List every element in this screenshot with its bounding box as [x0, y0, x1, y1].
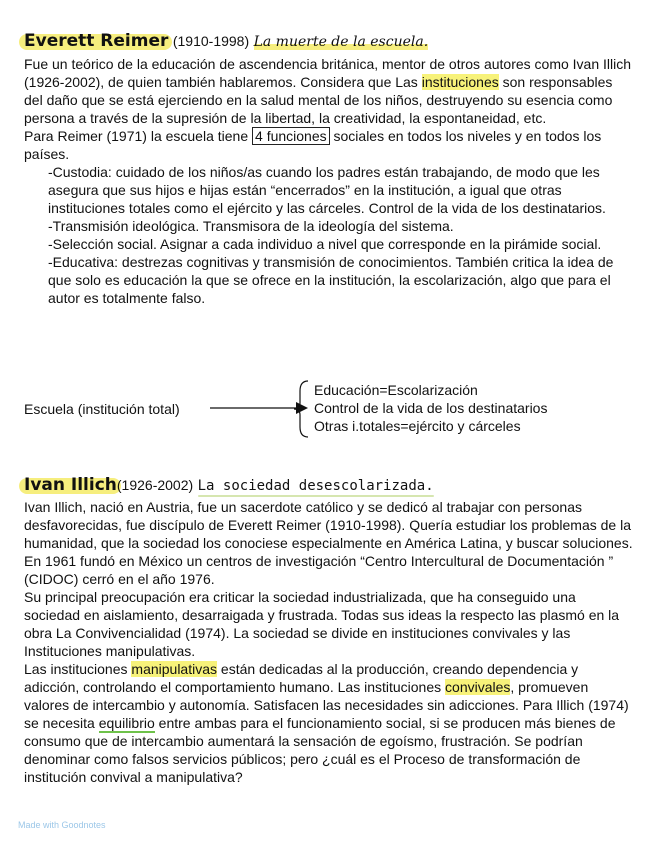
function-transmision: -Transmisión ideológica. Transmisora de la ideología del sistema.	[48, 218, 454, 234]
diagram-item: Control de la vida de los destinatarios	[314, 400, 548, 416]
brace-icon	[292, 379, 312, 439]
illich-paragraph-1: Ivan Illich, nació en Austria, fue un sacerdote católico y se dedicó al trabajar con personas desfavorecidas, fue discípulo de Everett Reimer (1910-1998). Quería estudiar los problemas de la humanidad, que la sociedad los conociese especialmente en América Latina, y buscar soluciones. En 1961 fundó en México un centros de investigación “Centro Intercultural de Documentación ” (CIDOC) cerró en el año 1976.	[24, 499, 633, 587]
reimer-name: Everett Reimer	[24, 31, 169, 51]
function-seleccion: -Selección social. Asignar a cada individuo a nivel que corresponde en la pirámide social.	[48, 236, 602, 252]
function-educativa: -Educativa: destrezas cognitivas y transmisión de conocimientos. También critica la idea de que solo es educación la que se ofrece en la institución, la escolarización, algo que para el autor es totalmente falso.	[48, 254, 614, 306]
highlight-manipulativas: manipulativas	[131, 661, 218, 677]
highlight-convivales: convivales	[445, 679, 511, 695]
highlight-instituciones: instituciones	[421, 74, 499, 90]
goodnotes-watermark: Made with Goodnotes	[18, 820, 106, 830]
reimer-dates: (1910-1998)	[172, 33, 250, 49]
escuela-diagram	[24, 379, 634, 439]
diagram-item: Otras i.totales=ejército y cárceles	[314, 418, 521, 434]
function-custodia: -Custodia: cuidado de los niños/as cuando los padres están trabajando, de modo que les asegura que sus hijos e hijas están “encerrados” en la institución, a igual que otras instituciones totales como el ejército y las cárceles. Control de la vida de los destinatarios.	[48, 164, 606, 216]
diagram-item: Educación=Escolarización	[314, 382, 478, 398]
reimer-book-title: La muerte de la escuela.	[253, 34, 429, 50]
reimer-heading	[24, 31, 428, 51]
boxed-4-funciones: 4 funciones	[252, 127, 330, 145]
illich-body	[24, 498, 634, 786]
illich-heading	[24, 475, 434, 495]
reimer-paragraph-2: Para Reimer (1971) la escuela tiene 4 funciones sociales en todos los niveles y en todos los países.	[24, 128, 602, 162]
illich-paragraph-2: Su principal preocupación era criticar la sociedad industrializada, que ha conseguido una sociedad en aislamiento, desarraigada y frustrada. Todas sus ideas la respecto las plasmó en la obra La Convivencialidad (1974). La sociedad se divide en instituciones convivales y las Instituciones manipulativas.	[24, 589, 620, 659]
illich-book-title: La sociedad desescolarizada.	[197, 478, 434, 494]
underline-equilibrio: equilibrio	[98, 715, 155, 731]
reimer-paragraph-1: Fue un teórico de la educación de ascendencia británica, mentor de otros autores como Ivan Illich (1926-2002), de quien también hablaremos. Considera que Las instituciones son responsables del daño que se está ejerciendo en la salud mental de los niños, destruyendo su esencia como persona a través de la supresión de la libertad, la creatividad, la espontaneidad, etc.	[24, 56, 632, 126]
diagram-list	[314, 381, 547, 435]
illich-paragraph-3: Las instituciones manipulativas están dedicadas al la producción, creando dependencia y adicción, controlando el comportamiento humano. Las instituciones convivales, promueven valores de intercambio y autonomía. Satisfacen las necesidades sin adicciones. Para Illich (1974) se necesita equilibrio entre ambas para el funcionamiento social, si se producen más bienes de consumo que de intercambio aumentará la sensación de egoísmo, frustración. Se podrían denominar como falsos servicios públicos; pero ¿cuál es el Proceso de transformación de institución convival a manipulativa?	[24, 661, 629, 785]
reimer-body	[24, 55, 634, 307]
illich-name: Ivan Illich	[24, 475, 117, 495]
diagram-left-label: Escuela (institución total)	[24, 401, 180, 417]
illich-dates: (1926-2002)	[116, 477, 194, 493]
